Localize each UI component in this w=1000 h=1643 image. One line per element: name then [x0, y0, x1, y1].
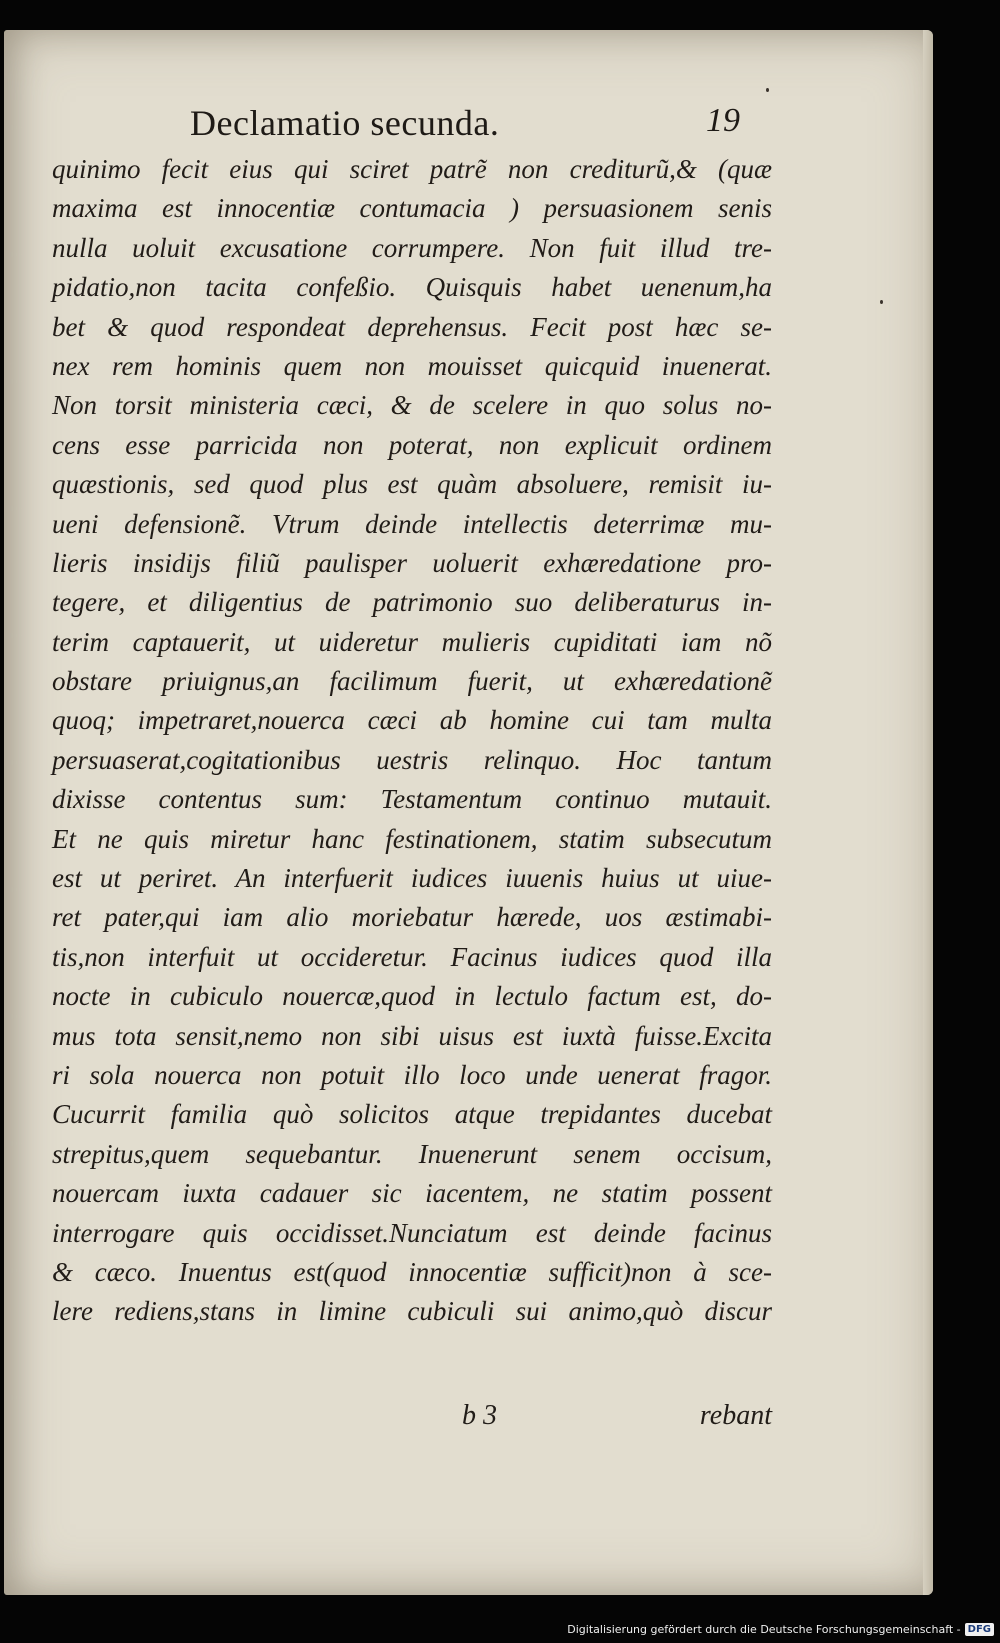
text-line: & cæco. Inuentus est(quod innocentiæ sufficit)non à sce-	[52, 1256, 772, 1287]
text-line: lieris insidijs filiũ paulisper uoluerit exhæredatione pro-	[52, 547, 772, 578]
text-line: ri sola nouerca non potuit illo loco unde uenerat fragor.	[52, 1059, 772, 1090]
text-line: tis,non interfuit ut occideretur. Facinus iudices quod illa	[52, 941, 772, 972]
text-line: persuaserat,cogitationibus uestris relinquo. Hoc tantum	[52, 744, 772, 775]
text-line: maxima est innocentiæ contumacia ) persuasionem senis	[52, 193, 772, 224]
text-line: dixisse contentus sum: Testamentum continuo mutauit.	[52, 784, 772, 815]
text-line: pidatio,non tacita confeßio. Quisquis habet uenenum,ha	[52, 272, 772, 303]
text-line: bet & quod respondeat deprehensus. Fecit post hæc se-	[52, 311, 772, 342]
text-line: interrogare quis occidisset.Nunciatum est deinde facinus	[52, 1217, 772, 1248]
text-line: nouercam iuxta cadauer sic iacentem, ne statim possent	[52, 1178, 772, 1209]
paper-speck	[880, 300, 883, 304]
text-line: ueni defensionẽ. Vtrum deinde intellectis deterrimæ mu-	[52, 508, 772, 539]
digitization-credit	[567, 1619, 994, 1639]
text-line: quinimo fecit eius qui sciret patrẽ non crediturũ,& (quæ	[52, 154, 772, 184]
book-page	[4, 30, 933, 1595]
text-line: Cucurrit familia quò solicitos atque trepidantes ducebat	[52, 1099, 772, 1130]
text-line: lere rediens,stans in limine cubiculi sui animo,quò discur	[52, 1296, 772, 1327]
text-line: est ut periret. An interfuerit iudices iuuenis huius ut uiue-	[52, 863, 772, 894]
page-number: 19	[706, 102, 740, 139]
paper-speck	[766, 88, 769, 92]
text-line: mus tota sensit,nemo non sibi uisus est iuxtà fuisse.Excita	[52, 1020, 772, 1051]
signature-mark: b 3	[462, 1400, 497, 1431]
page-edge	[923, 30, 933, 1595]
dfg-logo: DFG	[965, 1623, 994, 1636]
text-line: quoq; impetraret,nouerca cæci ab homine cui tam multa	[52, 705, 772, 736]
text-line: nulla uoluit excusatione corrumpere. Non fuit illud tre-	[52, 232, 772, 263]
text-line: Non torsit ministeria cæci, & de scelere in quo solus no-	[52, 390, 772, 421]
text-line: strepitus,quem sequebantur. Inuenerunt senem occisum,	[52, 1138, 772, 1169]
credit-text: Digitalisierung gefördert durch die Deutsche Forschungsgemeinschaft -	[567, 1622, 961, 1636]
text-line: obstare priuignus,an facilimum fuerit, ut exhæredationẽ	[52, 666, 772, 697]
text-line: Et ne quis miretur hanc festinationem, statim subsecutum	[52, 823, 772, 854]
text-line: ret pater,qui iam alio moriebatur hærede, uos æstimabi-	[52, 902, 772, 933]
catchword: rebant	[699, 1400, 772, 1431]
running-title: Declamatio secunda.	[190, 103, 500, 143]
body-text	[52, 150, 772, 1332]
running-head	[190, 102, 750, 146]
page-footer	[52, 1400, 772, 1440]
text-line: nocte in cubiculo nouercæ,quod in lectulo factum est, do-	[52, 981, 772, 1012]
text-line: cens esse parricida non poterat, non explicuit ordinem	[52, 429, 772, 460]
text-line: nex rem hominis quem non mouisset quicquid inuenerat.	[52, 350, 772, 381]
text-line: tegere, et diligentius de patrimonio suo deliberaturus in-	[52, 587, 772, 618]
text-line: quæstionis, sed quod plus est quàm absoluere, remisit iu-	[52, 469, 772, 500]
text-line: terim captauerit, ut uideretur mulieris cupiditati iam nõ	[52, 626, 772, 657]
